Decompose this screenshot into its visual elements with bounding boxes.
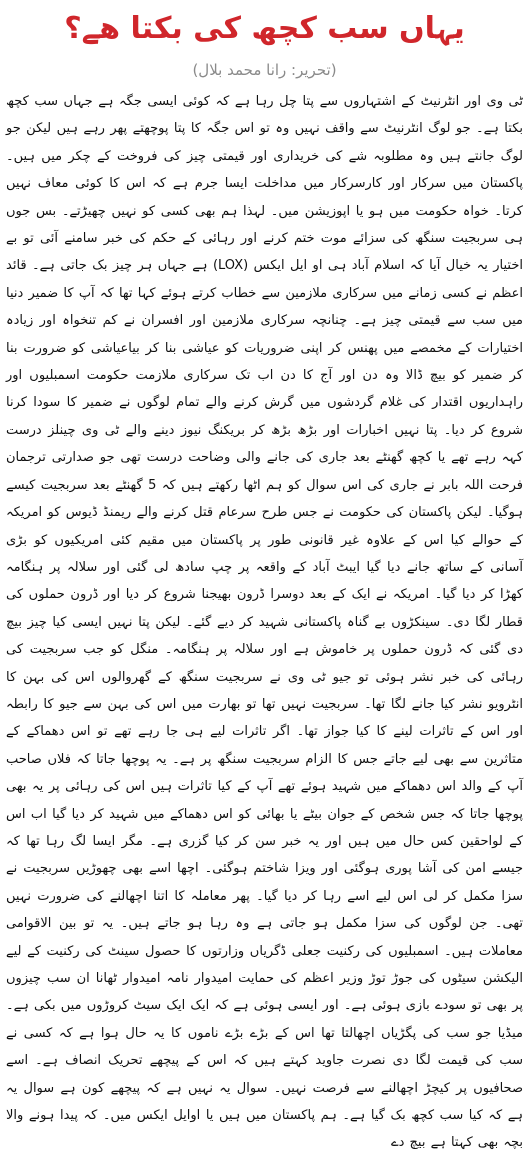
article-headline: یہاں سب کچھ کی بکتا ھے؟ (64, 11, 465, 46)
article-paragraph: ٹی وی اور انٹرنیٹ کے اشتہاروں سے پتا چل رہا ہے کہ کوئی ایسی جگہ ہے جہاں سب کچھ بکتا ہے۔ جو لوگ انٹرنیٹ سے واقف نہیں وہ تو اس جگہ کا پتا پوچھتے پھر رہے ہیں لیکن جو لوگ جانتے ہیں وہ مطلوبہ شے کی خریداری اور قیمتی چیز کی فروخت کے چکر میں ہیں۔ پاکستان میں سرکار اور کارسرکار میں مداخلت ایسا جرم ہے کہ اس کا کوئی معاف نہیں کرتا۔ خواہ حکومت میں ہو یا اپوزیشن میں۔ لہذا ہم بھی کسی کو نہیں چھیڑتے۔ بس جوں ہی سربجیت سنگھ کی سزائے موت ختم کرنے اور رہائی کے حکم کی خبر سامنے آئی تو بے اختیار یہ خیال آیا کہ اسلام آباد ہی او ایل ایکس (LOX) ہے جہاں ہر چیز بک جاتی ہے۔ قائد اعظم نے کسی زمانے میں سرکاری ملازمین سے خطاب کرتے ہوئے کہا تھا کہ آپ کا ضمیر دنیا میں سب سے قیمتی چیز ہے۔ چنانچہ سرکاری ملازمین اور افسران نے کم تنخواہ اور زیادہ اختیارات کے مخمصے میں پھنس کر اپنی ضروریات کو عیاشی بنا کر بیاعیاشی کو ضرورت بنا کر ضمیر کو بیچ ڈالا وہ دن اور آج کا دن اب تک سرکاری ملازمت حکومت اسمبلیوں اور راہداریوں اقتدار کی غلام گردشوں میں گرش کرنے والے تمام لوگوں نے ضمیر کا سودا کرنا شروع کر دیا۔ پتا نہیں اخبارات اور بڑھ بڑھ کر بریکنگ نیوز دینے والے ٹی وی چینلز درست کہہ رہے تھے یا کچھ گھنٹے بعد جاری کی جانے والی وضاحت درست تھی جو صدارتی ترجمان فرحت اللہ بابر نے جاری کی اس سوال کو ہم اٹھا رکھتے ہیں کہ 5 گھنٹے بعد سربجیت کیسے ہوگیا۔ لیکن پاکستان کی حکومت نے جس طرح سرعام قتل کرنے والے ریمنڈ ڈیوس کو امریکہ کے حوالے کیا اس کے علاوہ غیر قانونی طور پر پاکستان میں مقیم کئی امریکیوں کو بڑی آسانی کے ساتھ جانے دیا گیا ایبٹ آباد کے واقعہ پر چپ سادھ لی گئی اور سلالہ پر ہنگامہ کھڑا کر دیا گیا۔ امریکہ نے ایک کے بعد دوسرا ڈرون بھیجنا شروع کر دیا اور ڈرون حملوں کی قطار لگا دی۔ سینکڑوں بے گناہ پاکستانی شہید کر دیے گئے۔ لیکن پتا نہیں ایسی کیا چیز بیچ دی گئی کہ ڈرون حملوں پر خاموش ہے اور سلالہ پر ہنگامہ۔ منگل کو جب سربجیت کی رہائی کی خبر نشر ہوئی تو جیو ٹی وی نے سربجیت سنگھ کے گھروالوں اس کی بہن کا انٹرویو نشر کیا جانے لگا تھا۔ سربجیت نہیں تھا تو بھارت میں اس کی بہن سے جیو کا رابطہ اور اس کے تاثرات لینے کا کیا جواز تھا۔ اگر تاثرات لیے ہی جا رہے تھے تو اس دھماکے کے متاثرین سے بھی لیے جاتے جس کا الزام سربجیت سنگھ پر ہے۔ یہ پوچھا جاتا کہ فلاں صاحب آپ کے والد اس دھماکے میں شہید ہوئے تھے آپ کے کیا تاثرات ہیں اس کی رہائی پر یہ بھی پوچھا جاتا کہ جس شخص کے جوان بیٹے یا بھائی کو اس دھماکے میں شہید کر دیا گیا اب اس کے لواحقین کس حال میں ہیں اور یہ خبر سن کر کیا گزری ہے۔ مگر ایسا لگ رہا تھا کہ جیسے امن کی آشا پوری ہوگئی اور ویزا شاختم ہوگئی۔ اچھا اسے بھی چھوڑیں سربجیت نے سزا مکمل کر لی اس لیے اسے رہا کر دیا گیا۔ پھر معاملہ کا اتنا اچھالنے کی ضرورت نہیں تھی۔ جن لوگوں کی سزا مکمل ہو جاتی ہے وہ رہا ہو جاتے ہیں۔ یہ تو بین الاقوامی معاملات ہیں۔ اسمبلیوں کی رکنیت جعلی ڈگریاں وزارتوں کا حصول سینٹ کی رکنیت کے لیے الیکشن سیٹوں کی جوڑ توڑ وزیر اعظم کی حمایت امیدوار نامہ امیدوار ٹھانا ان سب چیزوں پر بھی تو سودے بازی ہوئی ہے۔ اور ایسی ہوئی ہے کہ ایک ایک سیٹ کروڑوں میں بکی ہے۔ میڈیا جو سب کی پگڑیاں اچھالتا تھا اس کے بڑے بڑے ناموں کا یہ حال ہوا ہے کہ کسی نے سب کی قیمت لگا دی نصرت جاوید کہتے ہیں کہ اس کے پیچھے تحریک انصاف ہے۔ اسے صحافیوں پر کیچڑ اچھالنے سے فرصت نہیں۔ سوال یہ نہیں ہے کہ پیچھے کون ہے سوال یہ ہے کہ کیا سب کچھ بک گیا ہے۔ ہم پاکستان میں ہیں یا اوایل ایکس میں۔ کہ پیدا ہونے والا بچہ بھی کہتا ہے بیچ دے (6, 94, 523, 1151)
article-byline: (تحریر: رانا محمد بلال) (192, 61, 337, 79)
article-body (6, 88, 523, 1157)
